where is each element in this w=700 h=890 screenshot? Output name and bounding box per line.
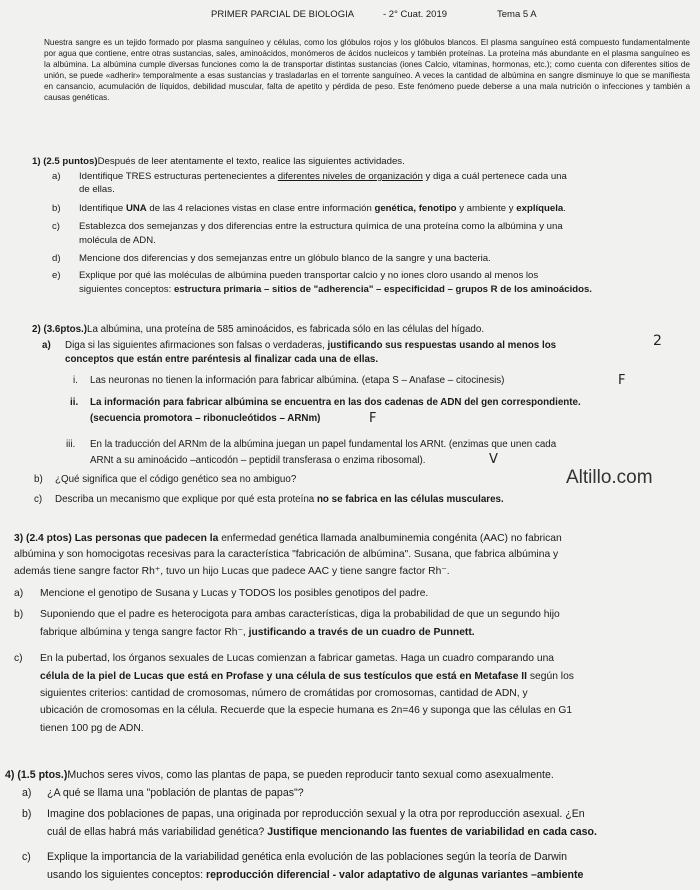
q1-b-bold-3: explíquela: [516, 203, 564, 214]
exam-tema: Tema 5 A: [497, 9, 537, 20]
q3-c-label: c): [14, 653, 23, 664]
q1-e-bold: estructura primaria – sitios de "adherencia" – especificidad – grupos R de los aminoácidos.: [173, 284, 592, 295]
q1-e-text: Explique por qué las moléculas de albúmina pueden transportar calcio y no iones cloro usando al menos los: [79, 270, 539, 281]
q1-c-label: c): [52, 221, 60, 232]
q3-text-2: albúmina y son homocigotas recesivas para la característica "fabricación de albúmina". Susana, que fabrica albúmina y: [14, 549, 559, 560]
q4-text: Muchos seres vivos, como las plantas de papa, se pueden reproducir tanto sexual como asexualmente.: [67, 769, 554, 781]
q1-b-text-3: y ambiente y: [456, 203, 517, 214]
q2-ii-text-2: (secuencia promotora – ribonucleótidos – ARNm): [90, 413, 321, 424]
q1-a-text: Identifique TRES estructuras pertenecientes a: [79, 171, 278, 182]
q3-text-3: además tiene sangre factor Rh⁺, tuvo un hijo Lucas que padece AAC y tiene sangre factor Rh⁻.: [14, 566, 450, 577]
q4-a-text: ¿A qué se llama una "población de plantas de papas"?: [47, 787, 304, 799]
q2-a-bold: justificando sus respuestas usando al menos los: [327, 340, 557, 351]
q2-a-text: Diga si las siguientes afirmaciones son falsas o verdaderas,: [65, 340, 328, 351]
q3-b-bold: justificando a través de un cuadro de Punnett.: [248, 627, 475, 638]
q1-b-bold-1: UNA: [125, 203, 147, 214]
handwritten-mark-i: F: [618, 373, 626, 388]
q1-points: (2.5 puntos): [43, 156, 98, 167]
q3-b-text-2: fabrique albúmina y tenga sangre factor Rh⁻,: [40, 627, 249, 638]
q2-iii-text: En la traducción del ARNm de la albúmina juegan un papel fundamental los ARNt. (enzimas que unen cada: [90, 439, 557, 450]
q1-a-text-2: y diga a cuál pertenece cada una: [422, 171, 567, 182]
q4-b-bold: Justifique mencionando las fuentes de variabilidad en cada caso.: [267, 826, 597, 838]
q2-b-label: b): [34, 474, 43, 485]
q2-b-text: ¿Qué significa que el código genético sea no ambiguo?: [55, 474, 297, 485]
q2-points: (3.6ptos.): [43, 324, 87, 335]
q4-b-label: b): [22, 808, 32, 820]
q3-text-1: enfermedad genética llamada analbuminemia congénita (AAC) no fabrican: [218, 533, 562, 544]
q2-a-bold-2: conceptos que están entre paréntesis al finalizar cada una de ellas.: [65, 354, 379, 365]
q1-b-label: b): [52, 203, 61, 214]
q2-i-label: i.: [73, 375, 78, 386]
exam-title: PRIMER PARCIAL DE BIOLOGIA: [211, 9, 355, 20]
q1-a-underlined: diferentes niveles de organización: [277, 171, 423, 182]
q2-iii-text-2: ARNt a su aminoácido –anticodón – peptidil transferasa o enzima ribosomal).: [90, 455, 426, 466]
q1-b-bold-2: genética, fenotipo: [374, 203, 457, 214]
intro-paragraph: Nuestra sangre es un tejido formado por plasma sanguíneo y células, como los glóbulos rojos y los glóbulos blancos. El plasma sanguíneo está compuesto fundamentalmente por agua que contiene, entre otras sustancias, sales, aminoácidos, monómeros de ácidos nucleicos y también proteínas. La proteína más abundante en el plasma sanguíneo es la albúmina. La albúmina cumple diversas funciones como la de transportar distintas sustancias (iones Calcio, vitaminas, hormonas, etc.); como cuenta con diferentes sitios de unión, se puede «adherir» temporalmente a esas sustancias y trasladarlas en el torrente sanguíneo. A veces la cantidad de albúmina en sangre disminuye lo que se manifiesta en cansancio, acumulación de líquidos, debilidad muscular, falta de apetito y pérdida de peso. Este fenómeno puede deberse a una mala nutrición o infecciones y también a causas genéticas.: [44, 38, 690, 103]
q4-c-text: Explique la importancia de la variabilidad genética enla evolución de las poblaciones según la teoría de Darwin: [47, 851, 568, 863]
q1-d-label: d): [52, 253, 61, 264]
q4-b-text: Imagine dos poblaciones de papas, una originada por reproducción sexual y la otra por reproducción asexual. ¿En: [47, 808, 585, 820]
q1-a-label: a): [52, 171, 61, 182]
exam-page: PRIMER PARCIAL DE BIOLOGIA - 2° Cuat. 2019 Tema 5 A Nuestra sangre es un tejido formado por plasma sanguíneo y células, como los glóbulos rojos y los glóbulos blancos. El plasma sanguíneo está compuesto fundamentalmente por agua que contiene, entre otras sustancias, sales, aminoácidos, monómeros de ácidos nucleicos y también proteínas. La proteína más abundante en el plasma sanguíneo es la albúmina. La albúmina cumple diversas funciones como la de transportar distintas sustancias (iones Calcio, vitaminas, hormonas, etc.); como cuenta con diferentes sitios de unión, se puede «adherir» temporalmente a esas sustancias y trasladarlas en el torrente sanguíneo. A veces la cantidad de albúmina en sangre disminuye lo que se manifiesta en cansancio, acumulación de líquidos, debilidad muscular, falta de apetito y pérdida de peso. Este fenómeno puede deberse a una mala nutrición o infecciones y también a causas genéticas. 1) (2.5 puntos)Después de leer atentamente el texto, realice las siguientes actividades. a) Identifique TRES estructuras pertenecientes a diferentes niveles de organización y diga a cuál pertenece cada una de ellas. b) Identifique UNA de las 4 relaciones vistas en clase entre información genética, fenotipo y ambiente y explíquela. c) Establezca dos semejanzas y dos diferencias entre la estructura química de una proteína como la albúmina y una molécula de ADN. d) Mencione dos diferencias y dos semejanzas entre un glóbulo blanco de la sangre y una bacteria. e) Explique por qué las moléculas de albúmina pueden transportar calcio y no iones cloro usando al menos los siguientes conceptos: estructura primaria – sitios de "adherencia" – especificidad – grupos R de los aminoácidos. 2) (3.6ptos.)La albúmina, una proteína de 585 aminoácidos, es fabricada sólo en las células del hígado. a) Diga si las siguientes afirmaciones son falsas o verdaderas, justificando sus respuestas usando al menos los conceptos que están entre paréntesis al finalizar cada una de ellas. i. Las neuronas no tienen la información para fabricar albúmina. (etapa S – Anafase – citocinesis) ii. La información para fabricar albúmina se encuentra en las dos cadenas de ADN del gen correspondiente. (secuencia promotora – ribonucleótidos – ARNm) iii. En la traducción del ARNm de la albúmina juegan un papel fundamental los ARNt. (enzimas que unen cada ARNt a su aminoácido –anticodón – peptidil transferasa o enzima ribosomal). b) ¿Qué significa que el código genético sea no ambiguo? c) Describa un mecanismo que explique por qué esta proteína no se fabrica en las células musculares. 3) (2.4 ptos) Las personas que padecen la enfermedad genética llamada analbuminemia congénita (AAC) no fabrican albúmina y son homocigotas recesivas para la característica "fabricación de albúmina". Susana, que fabrica albúmina y además tiene sangre factor Rh⁺, tuvo un hijo Lucas que padece AAC y tiene sangre factor Rh⁻. a) Mencione el genotipo de Susana y Lucas y TODOS los posibles genotipos del padre. b) Suponiendo que el padre es heterocigota para ambas características, diga la probabilidad de que un segundo hijo fabrique albúmina y tenga sangre factor Rh⁻, justificando a través de un cuadro de Punnett. c) En la pubertad, los órganos sexuales de Lucas comienzan a fabricar gametas. Haga un cuadro comparando una célula de la piel de Lucas que está en Profase y una célula de sus testículos que está en Metafase II según los siguientes criterios: cantidad de cromosomas, número de cromátidas por cromosomas, cantidad de ADN, y ubicación de cromosomas en la célula. Recuerde que la especie humana es 2n=46 y suponga que las células en G1 tienen 100 pg de ADN. 4) (1.5 ptos.)Muchos seres vivos, como las plantas de papa, se pueden reproducir tanto sexual como asexualmente. a) ¿A qué se llama una "población de plantas de papas"? b) Imagine dos poblaciones de papas, una originada por reproducción sexual y la otra por reproducción asexual. ¿En cuál de ellas habrá más variabilidad genética? Justifique mencionando las fuentes de variabilidad en cada caso. c) Explique la importancia de la variabilidad genética enla evolución de las poblaciones según la teoría de Darwin usando los siguientes conceptos: reproducción diferencial - valor adaptativo de algunas variantes –ambiente F F V 2 Altillo.com: [0, 0, 700, 890]
q4-c-bold: reproducción diferencial - valor adaptativo de algunas variantes –ambiente: [206, 869, 584, 881]
q3-b-label: b): [14, 609, 24, 620]
q3-c-bold: célula de la piel de Lucas que está en Profase y una célula de sus testículos que está en Metafase II: [40, 671, 528, 682]
q3-c-text-3: siguientes criterios: cantidad de cromosomas, número de cromátidas por cromosomas, cantidad de ADN, y: [40, 688, 528, 699]
exam-header: [0, 9, 700, 23]
q2-number: 2): [32, 324, 41, 335]
q2-a-label: a): [42, 340, 51, 351]
q1-c-text-2: molécula de ADN.: [79, 235, 156, 246]
q4-a-label: a): [22, 787, 32, 799]
q4-c-label: c): [22, 851, 31, 863]
handwritten-mark-ii: F: [369, 411, 377, 426]
q3-c-text-5: tienen 100 pg de ADN.: [40, 723, 144, 734]
q3-a-label: a): [14, 588, 24, 599]
q2-ii-text: La información para fabricar albúmina se encuentra en las dos cadenas de ADN del gen correspondiente.: [90, 397, 581, 408]
q3-c-text: En la pubertad, los órganos sexuales de Lucas comienzan a fabricar gametas. Haga un cuadro comparando una: [40, 653, 555, 664]
q2-c-bold: no se fabrica en las células musculares.: [316, 494, 504, 505]
q2-c-text: Describa un mecanismo que explique por qué esta proteína: [55, 494, 317, 505]
q1-number: 1): [32, 156, 41, 167]
exam-term: - 2° Cuat. 2019: [383, 9, 448, 20]
q4-number: 4): [5, 769, 15, 781]
site-watermark: Altillo.com: [566, 467, 653, 488]
q1-b-text-2: de las 4 relaciones vistas en clase entre información: [146, 203, 375, 214]
q3-a-text: Mencione el genotipo de Susana y Lucas y TODOS los posibles genotipos del padre.: [40, 588, 429, 599]
q1-e-text-2: siguientes conceptos:: [79, 284, 174, 295]
q1-e-label: e): [52, 270, 61, 281]
q3-number: 3): [14, 533, 24, 544]
q1-d-text: Mencione dos diferencias y dos semejanzas entre un glóbulo blanco de la sangre y una bacteria.: [79, 253, 491, 264]
q2-ii-label: ii.: [70, 397, 79, 408]
q1-a-text-3: de ellas.: [79, 184, 115, 195]
q3-bold-intro: Las personas que padecen la: [74, 533, 219, 544]
q2-text: La albúmina, una proteína de 585 aminoácidos, es fabricada sólo en las células del hígado.: [87, 324, 485, 335]
q1-b-text: Identifique: [79, 203, 126, 214]
q1-text: Después de leer atentamente el texto, realice las siguientes actividades.: [97, 156, 405, 167]
q4-points: (1.5 ptos.): [17, 769, 68, 781]
q3-c-text-2: según los: [527, 671, 574, 682]
q3-b-text: Suponiendo que el padre es heterocigota para ambas características, diga la probabilidad de que un segundo hijo: [40, 609, 560, 620]
q4-c-text-2: usando los siguientes conceptos:: [47, 869, 207, 881]
q1-c-text: Establezca dos semejanzas y dos diferencias entre la estructura química de una proteína como la albúmina y una: [79, 221, 563, 232]
handwritten-score: 2: [653, 333, 662, 349]
q2-i-text: Las neuronas no tienen la información para fabricar albúmina. (etapa S – Anafase – citocinesis): [90, 375, 505, 386]
q3-c-text-4: ubicación de cromosomas en la célula. Recuerde que la especie humana es 2n=46 y suponga que las células en G1: [40, 705, 573, 716]
q4-b-text-2: cuál de ellas habrá más variabilidad genética?: [47, 826, 268, 838]
q3-points: (2.4 ptos): [26, 533, 72, 544]
handwritten-mark-iii: V: [489, 452, 498, 467]
q2-iii-label: iii.: [66, 439, 76, 450]
q2-c-label: c): [34, 494, 43, 505]
